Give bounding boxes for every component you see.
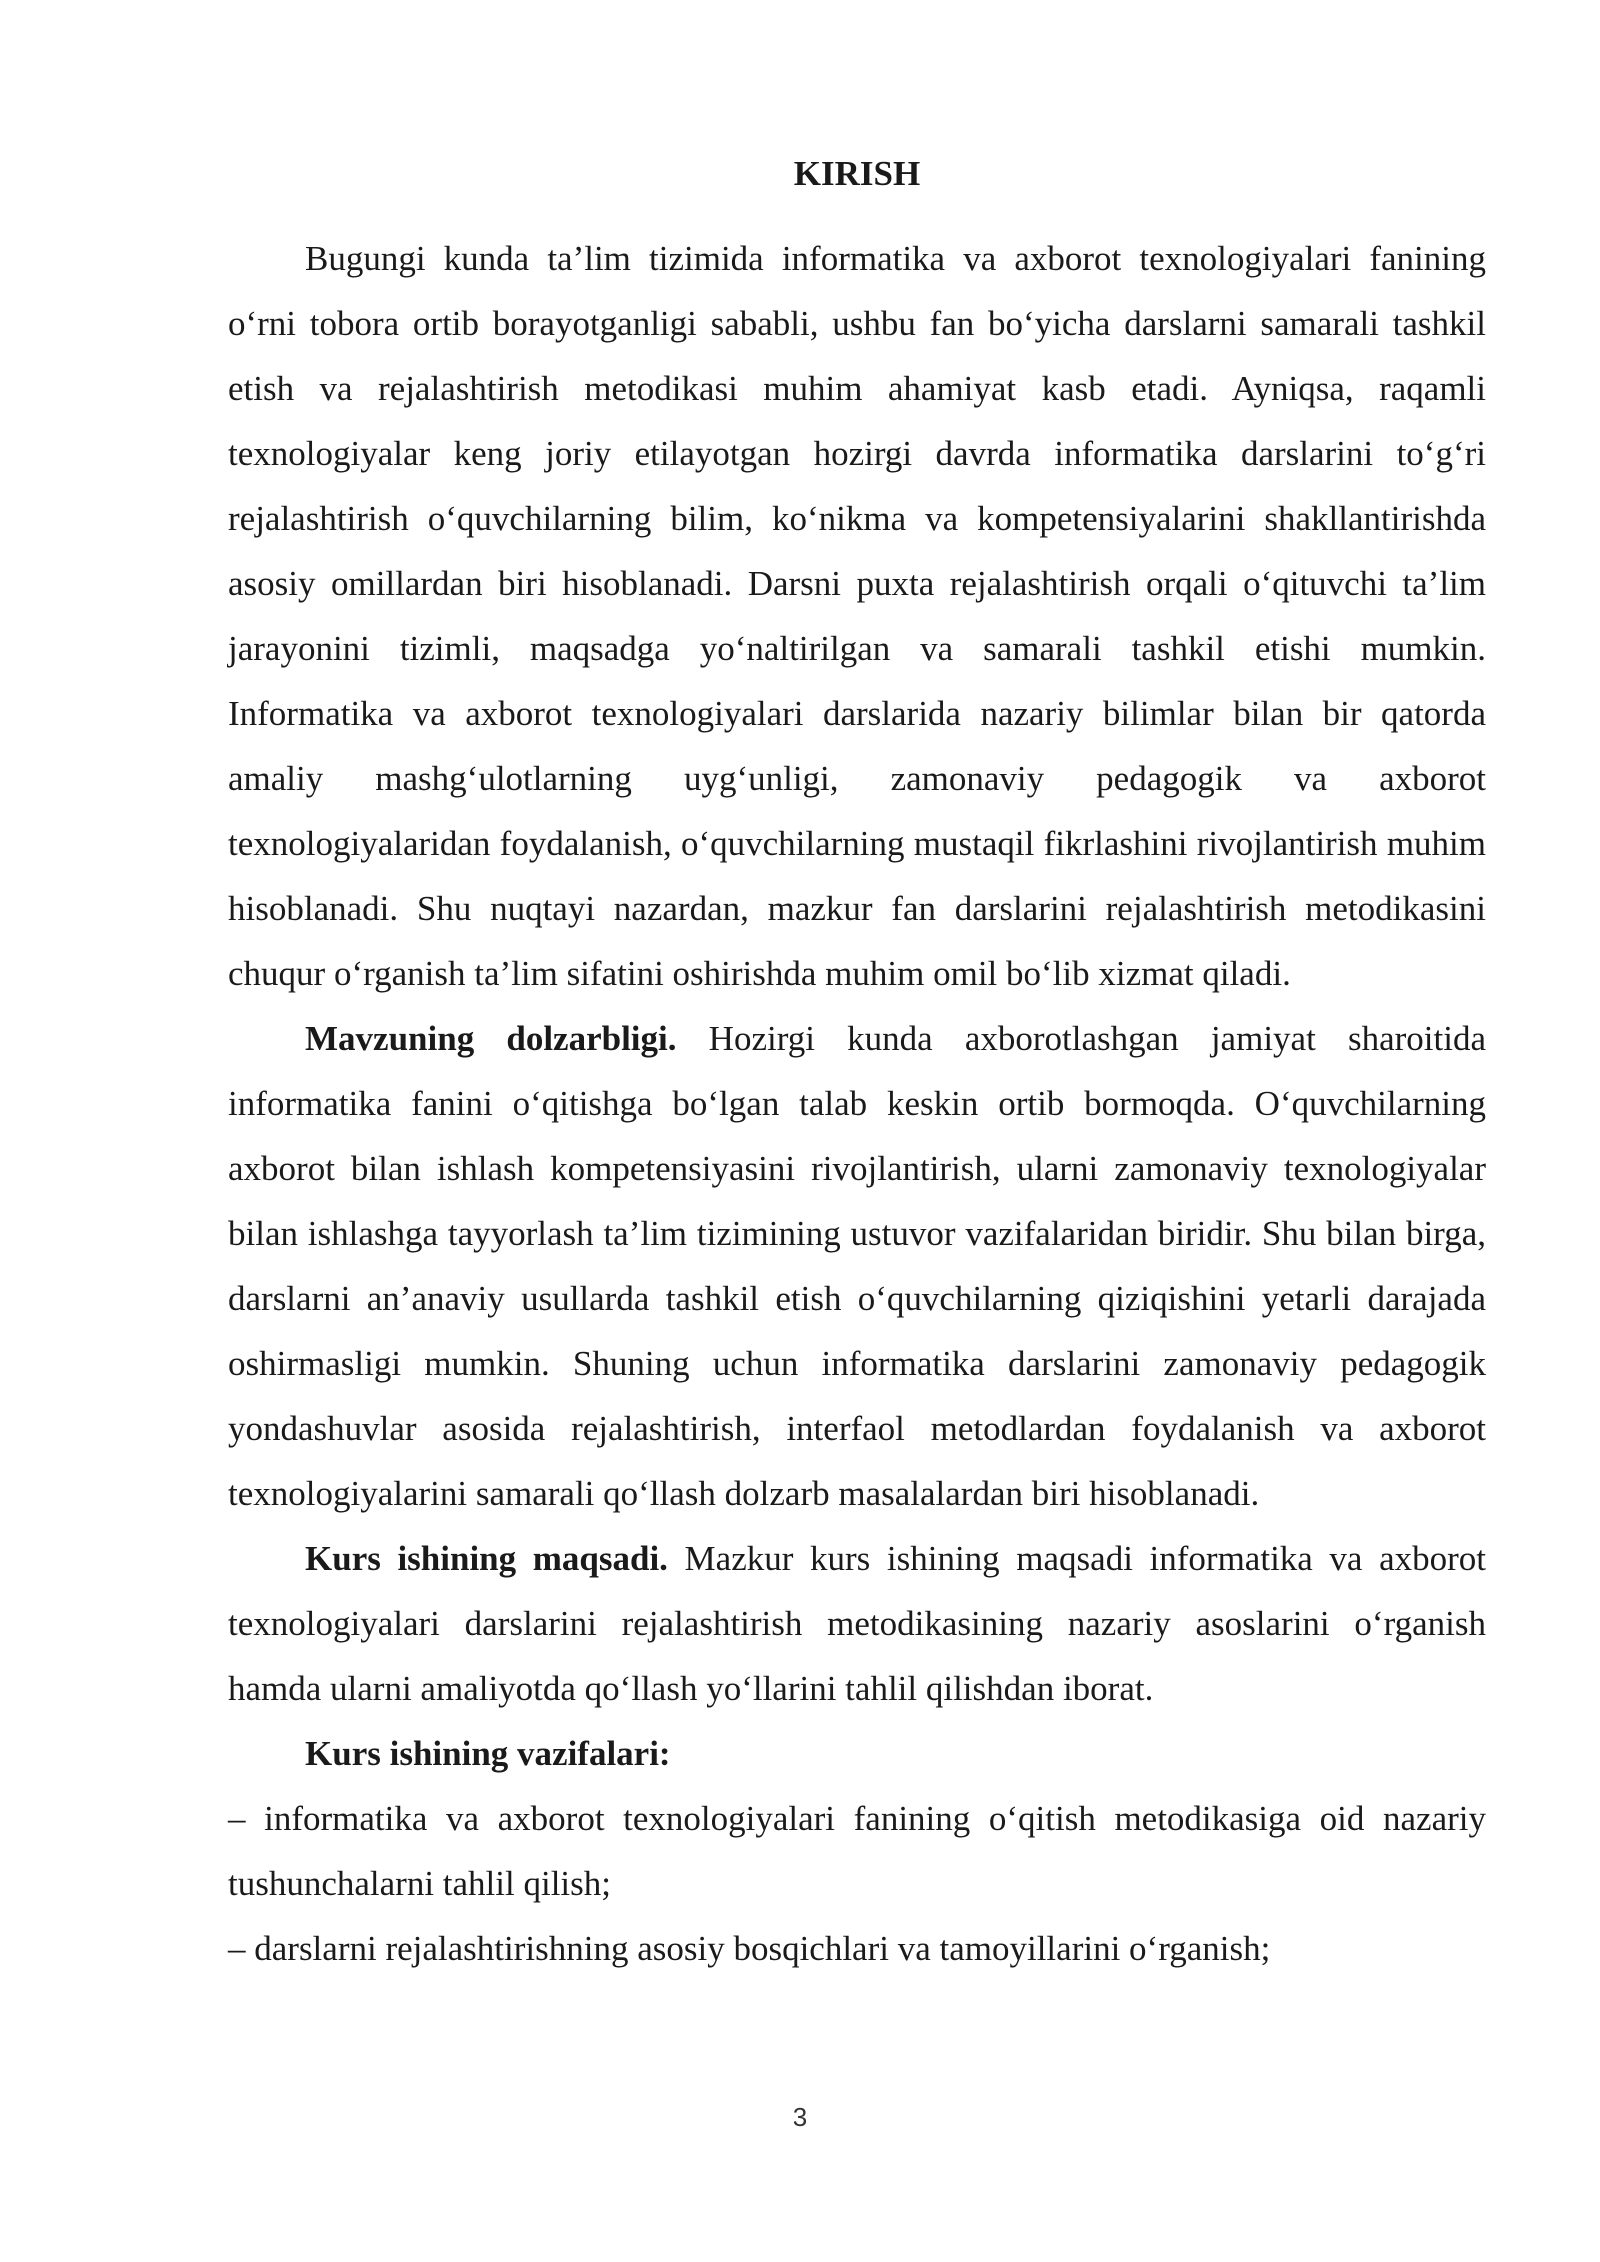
relevance-text: Hozirgi kunda axborotlashgan jamiyat sharoitida informatika fanini o‘qitishga bo‘lgan talab keskin ortib bormoqda. O‘quvchilarning axborot bilan ishlash kompetensiyasini rivojlantirish, ularni zamonaviy texnologiyalar bilan ishlashga tayyorlash ta’lim tizimining ustuvor vazifalaridan biridir. Shu bilan birga, darslarni an’anaviy usullarda tashkil etish o‘quvchilarning qiziqishini yetarli darajada oshirmasligi mumkin. Shuning uchun informatika darslarini zamonaviy pedagogik yondashuvlar asosida rejalashtirish, interfaol metodlardan foydalanish va axborot texnologiyalarini samarali qo‘llash dolzarb masalalardan biri hisoblanadi.	[228, 1019, 1486, 1513]
goal-heading: Kurs ishining maqsadi.	[305, 1539, 668, 1578]
goal-paragraph	[228, 1526, 1486, 1721]
goal-text: Mazkur kurs ishining maqsadi informatika va axborot texnologiyalari darslarini rejalashtirish metodikasining nazariy asoslarini o‘rganish hamda ularni amaliyotda qo‘llash yo‘llarini tahlil qilishdan iborat.	[228, 1539, 1486, 1708]
relevance-heading: Mavzuning dolzarbligi.	[305, 1019, 677, 1058]
intro-paragraph: Bugungi kunda ta’lim tizimida informatika va axborot texnologiyalari fanining o‘rni tobora ortib borayotganligi sababli, ushbu fan bo‘yicha darslarni samarali tashkil etish va rejalashtirish metodikasi muhim ahamiyat kasb etadi. Ayniqsa, raqamli texnologiyalar keng joriy etilayotgan hozirgi davrda informatika darslarini to‘g‘ri rejalashtirish o‘quvchilarning bilim, ko‘nikma va kompetensiyalarini shakllantirishda asosiy omillardan biri hisoblanadi. Darsni puxta rejalashtirish orqali o‘qituvchi ta’lim jarayonini tizimli, maqsadga yo‘naltirilgan va samarali tashkil etishi mumkin. Informatika va axborot texnologiyalari darslarida nazariy bilimlar bilan bir qatorda amaliy mashg‘ulotlarning uyg‘unligi, zamonaviy pedagogik va axborot texnologiyalaridan foydalanish, o‘quvchilarning mustaqil fikrlashini rivojlantirish muhim hisoblanadi. Shu nuqtayi nazardan, mazkur fan darslarini rejalashtirish metodikasini chuqur o‘rganish ta’lim sifatini oshirishda muhim omil bo‘lib xizmat qiladi.	[228, 239, 1486, 993]
document-body	[228, 226, 1486, 1981]
page-title: KIRISH	[793, 154, 921, 193]
page-number: 3	[792, 2102, 808, 2132]
task-list-item: – darslarni rejalashtirishning asosiy bosqichlari va tamoyillarini o‘rganish;	[228, 1929, 1271, 1968]
task-list-item: – informatika va axborot texnologiyalari fanining o‘qitish metodikasiga oid nazariy tushunchalarni tahlil qilish;	[228, 1799, 1486, 1903]
tasks-heading: Kurs ishining vazifalari:	[305, 1734, 671, 1773]
relevance-paragraph	[228, 1006, 1486, 1526]
tasks-heading-paragraph	[228, 1721, 1486, 1786]
